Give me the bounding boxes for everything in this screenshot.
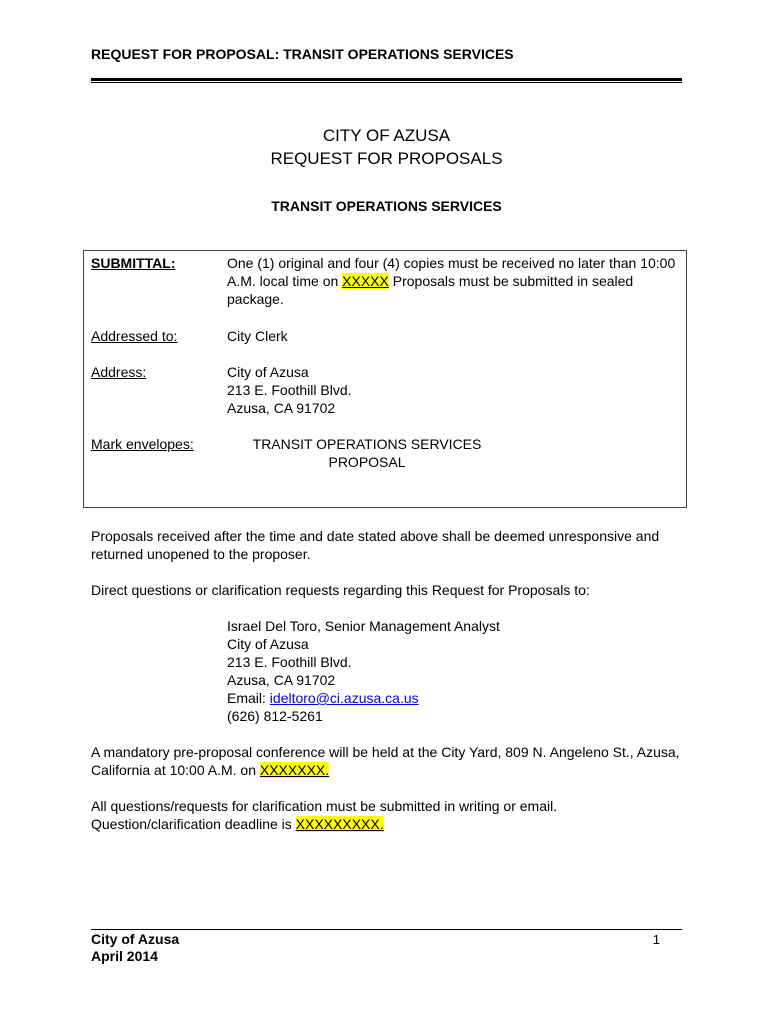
- questions-line-1: All questions/requests for clarification must be submitted in writing or email.: [91, 798, 558, 814]
- contact-name: Israel Del Toro, Senior Management Analyst: [227, 618, 500, 634]
- conference-date-placeholder: XXXXXXX.: [259, 762, 330, 778]
- mark-envelopes-label: Mark envelopes:: [91, 436, 194, 452]
- page-number: 1: [652, 932, 660, 947]
- direct-questions: Direct questions or clarification requests regarding this Request for Proposals to:: [91, 582, 590, 598]
- submittal-text: [227, 254, 677, 308]
- title-line-1: CITY OF AZUSA: [322, 126, 451, 145]
- contact-phone: (626) 812-5261: [227, 708, 323, 724]
- conference-notice: [91, 743, 686, 779]
- address-block: [227, 363, 677, 417]
- late-notice: Proposals received after the time and date stated above shall be deemed unresponsive and returned unopened to the proposer.: [91, 528, 660, 562]
- address-line: City of Azusa: [227, 364, 309, 380]
- submittal-label: SUBMITTAL:: [91, 255, 176, 271]
- mark-envelopes-value: [227, 435, 507, 471]
- questions-line-2: [91, 815, 686, 833]
- questions-notice: [91, 797, 686, 833]
- questions-deadline-text: Question/clarification deadline is: [91, 816, 296, 832]
- addressed-to-value: City Clerk: [227, 328, 288, 344]
- footer-org: City of Azusa: [91, 931, 180, 947]
- footer-date: April 2014: [91, 948, 158, 964]
- title-line-2: REQUEST FOR PROPOSALS: [270, 149, 503, 168]
- mark-line: TRANSIT OPERATIONS SERVICES: [252, 436, 482, 452]
- submittal-text-part1: One (1) original and four (4) copies must be received no later than 10:00 A.M. local time on: [227, 255, 676, 289]
- contact-email-row: [227, 689, 677, 707]
- questions-deadline-placeholder: XXXXXXXXX.: [295, 816, 384, 832]
- document-title: [91, 124, 682, 170]
- contact-street: 213 E. Foothill Blvd.: [227, 654, 352, 670]
- addressed-to-label: Addressed to:: [91, 328, 178, 344]
- contact-block: [227, 617, 677, 725]
- address-line: Azusa, CA 91702: [227, 400, 336, 416]
- contact-city: Azusa, CA 91702: [227, 672, 336, 688]
- submittal-text-part2: Proposals must be submitted in sealed package.: [227, 273, 634, 307]
- contact-email-label: Email:: [227, 690, 270, 706]
- address-line: 213 E. Foothill Blvd.: [227, 382, 352, 398]
- contact-org: City of Azusa: [227, 636, 309, 652]
- mark-line: PROPOSAL: [328, 454, 406, 470]
- submittal-date-placeholder: XXXXX: [342, 273, 389, 289]
- conference-text: A mandatory pre-proposal conference will be held at the City Yard, 809 N. Angeleno St., Azusa, California at 10:00 A.M. on: [91, 744, 680, 778]
- footer-rule: [91, 929, 682, 930]
- running-header: REQUEST FOR PROPOSAL: TRANSIT OPERATIONS SERVICES: [91, 46, 514, 62]
- document-subtitle: TRANSIT OPERATIONS SERVICES: [271, 198, 502, 214]
- address-label: Address:: [91, 364, 147, 380]
- contact-email-link[interactable]: ideltoro@ci.azusa.ca.us: [269, 690, 419, 706]
- header-rule: [91, 78, 682, 83]
